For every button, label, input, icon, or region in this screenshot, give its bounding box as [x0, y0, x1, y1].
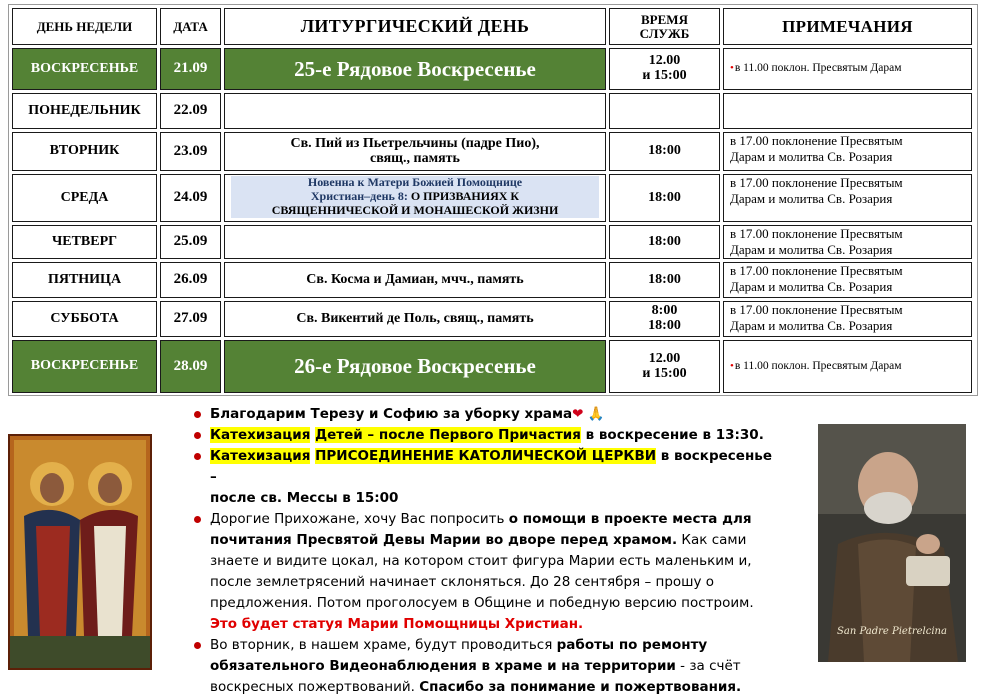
announcement-thanks	[192, 404, 782, 425]
header-notes: ПРИМЕЧАНИЯ	[723, 8, 972, 45]
announcements-list	[192, 404, 782, 696]
mary-project-intro: Дорогие Прихожане, хочу Вас попросить	[210, 511, 509, 527]
novena-line2	[311, 190, 519, 204]
row-date-22: 22.09	[160, 93, 221, 129]
row-date-28: 28.09	[160, 340, 221, 393]
row-liturgical-23-line1: Св. Пий из Пьетрельчины (падре Пио),	[290, 135, 540, 151]
row-note-27-line2: Дарам и молитва Св. Розария	[730, 317, 893, 333]
row-day-22: ПОНЕДЕЛЬНИК	[12, 93, 157, 129]
row-liturgical-28: 26-е Рядовое Воскресенье	[224, 340, 606, 393]
row-day-24: СРЕДА	[12, 174, 157, 222]
row-note-28	[723, 340, 972, 393]
row-time-27-line1: 8:00	[651, 303, 678, 319]
row-date-27: 27.09	[160, 301, 221, 337]
row-day-21: ВОСКРЕСЕНЬЕ	[12, 48, 157, 90]
video-repair-works: работы по ремонту обязательного Видеонаблюдения в храме и на территории	[210, 637, 708, 674]
row-liturgical-23	[224, 132, 606, 171]
row-note-26-line2: Дарам и молитва Св. Розария	[730, 278, 893, 294]
header-date: ДАТА	[160, 8, 221, 45]
row-time-25: 18:00	[609, 225, 720, 259]
header-liturgical: ЛИТУРГИЧЕСКИЙ ДЕНЬ	[224, 8, 606, 45]
row-note-25-line1: в 17.00 поклонение Пресвятым	[730, 226, 903, 241]
row-time-28-line1: 12.00	[648, 350, 681, 366]
photo-signature-text: San Padre Pietrelcina	[837, 626, 947, 637]
row-liturgical-27: Св. Викентий де Поль, свящ., память	[224, 301, 606, 337]
note-bullet-icon: •	[730, 359, 734, 372]
row-note-27	[723, 301, 972, 337]
row-note-23	[723, 132, 972, 171]
row-day-28: ВОСКРЕСЕНЬЕ	[12, 340, 157, 393]
row-liturgical-25	[224, 225, 606, 259]
row-note-21-text: в 11.00 поклон. Пресвятым Дарам	[734, 62, 902, 75]
row-time-27	[609, 301, 720, 337]
row-note-25	[723, 225, 972, 259]
schedule-table	[8, 4, 978, 396]
row-date-23: 23.09	[160, 132, 221, 171]
header-time	[609, 8, 720, 45]
announcement-catechesis-joining	[192, 446, 782, 509]
row-note-26-line1: в 17.00 поклонение Пресвятым	[730, 263, 903, 278]
row-day-27: СУББОТА	[12, 301, 157, 337]
row-time-22	[609, 93, 720, 129]
header-time-line1: ВРЕМЯ	[641, 11, 688, 27]
row-note-26	[723, 262, 972, 298]
row-note-28-text: в 11.00 поклон. Пресвятым Дарам	[734, 359, 902, 372]
heart-icon: ❤	[572, 406, 584, 422]
bullet-icon	[194, 516, 201, 523]
header-day: ДЕНЬ НЕДЕЛИ	[12, 8, 157, 45]
saints-icon-drawing	[10, 436, 150, 668]
row-liturgical-22	[224, 93, 606, 129]
mary-project-statue: Это будет статуя Марии Помощницы Христиан.	[210, 616, 584, 632]
header-time-line2: СЛУЖБ	[639, 25, 690, 41]
announcement-video-repair	[192, 635, 782, 696]
bullet-icon	[194, 411, 201, 418]
row-date-21: 21.09	[160, 48, 221, 90]
video-repair-funding: - за счёт воскресных пожертвований.	[210, 658, 741, 695]
row-time-23: 18:00	[609, 132, 720, 171]
video-repair-intro: Во вторник, в нашем храме, будут проводиться	[210, 637, 557, 653]
row-date-24: 24.09	[160, 174, 221, 222]
catechesis-children-label: Катехизация	[210, 427, 311, 443]
praying-hands-icon: 🙏	[587, 406, 605, 422]
row-liturgical-21: 25-е Рядовое Воскресенье	[224, 48, 606, 90]
row-time-21-line1: 12.00	[648, 53, 681, 69]
row-note-21	[723, 48, 972, 90]
padre-pio-photo	[818, 424, 966, 662]
catechesis-joining-topic: ПРИСОЕДИНЕНИЕ КАТОЛИЧЕСКОЙ ЦЕРКВИ	[315, 448, 657, 464]
row-time-28	[609, 340, 720, 393]
row-note-23-line2: Дарам и молитва Св. Розария	[730, 148, 893, 164]
row-time-21	[609, 48, 720, 90]
novena-line3: СВЯЩЕННИЧЕСКОЙ И МОНАШЕСКОЙ ЖИЗНИ	[271, 202, 559, 217]
novena-line2-blue: Христиан–день 8:	[310, 189, 408, 204]
mary-project-request: о помощи в проекте места для почитания Пресвятой Девы Марии во дворе перед храмом.	[210, 511, 752, 548]
row-time-21-line2: и 15:00	[642, 68, 687, 83]
row-time-24: 18:00	[609, 174, 720, 222]
announcement-mary-project	[192, 509, 782, 635]
catechesis-joining-label: Катехизация	[210, 448, 311, 464]
row-day-26: ПЯТНИЦА	[12, 262, 157, 298]
row-note-23-line1: в 17.00 поклонение Пресвятым	[730, 133, 903, 148]
row-liturgical-23-line2: свящ., память	[370, 150, 460, 166]
row-time-28-line2: и 15:00	[642, 365, 687, 381]
novena-line2-rest: О ПРИЗВАНИЯХ К	[407, 189, 520, 204]
row-note-25-line2: Дарам и молитва Св. Розария	[730, 241, 893, 257]
row-date-26: 26.09	[160, 262, 221, 298]
novena-line1: Новенна к Матери Божией Помощнице	[307, 175, 523, 190]
novena-box	[231, 176, 599, 218]
row-note-24-line2: Дарам и молитва Св. Розария	[730, 190, 893, 206]
row-note-24-line1: в 17.00 поклонение Пресвятым	[730, 175, 903, 190]
bullet-icon	[194, 642, 201, 649]
row-note-24	[723, 174, 972, 222]
mary-project-body: Как сами знаете и видите цокал, на котором стоит фигура Марии есть маленьким и, после землетрясений начинает склоняться. До 28 сентября – прошу о предложения. Потом проголосуем в Общине и победную версию построим.	[210, 532, 754, 611]
row-note-22	[723, 93, 972, 129]
row-liturgical-24	[224, 174, 606, 222]
row-day-23: ВТОРНИК	[12, 132, 157, 171]
bullet-icon	[194, 453, 201, 460]
row-liturgical-26: Св. Косма и Дамиан, мчч., память	[224, 262, 606, 298]
row-time-26: 18:00	[609, 262, 720, 298]
announcement-thanks-text: Благодарим Терезу и Софию за уборку храма	[210, 406, 573, 422]
note-bullet-icon: •	[730, 62, 734, 75]
padre-pio-drawing	[818, 424, 966, 662]
catechesis-joining-time: после св. Мессы в 15:00	[210, 490, 399, 506]
announcement-catechesis-children	[192, 425, 782, 446]
saints-icon-image	[8, 434, 152, 670]
row-note-27-line1: в 17.00 поклонение Пресвятым	[730, 302, 903, 317]
catechesis-children-topic: Детей – после Первого Причастия	[315, 427, 581, 443]
video-repair-thanks: Спасибо за понимание и пожертвования.	[419, 679, 742, 695]
catechesis-children-time: в воскресение в 13:30.	[580, 427, 764, 443]
catechesis-joining-day: в воскресенье –	[210, 448, 772, 485]
row-day-25: ЧЕТВЕРГ	[12, 225, 157, 259]
bullet-icon	[194, 432, 201, 439]
row-date-25: 25.09	[160, 225, 221, 259]
row-time-27-line2: 18:00	[648, 318, 681, 333]
